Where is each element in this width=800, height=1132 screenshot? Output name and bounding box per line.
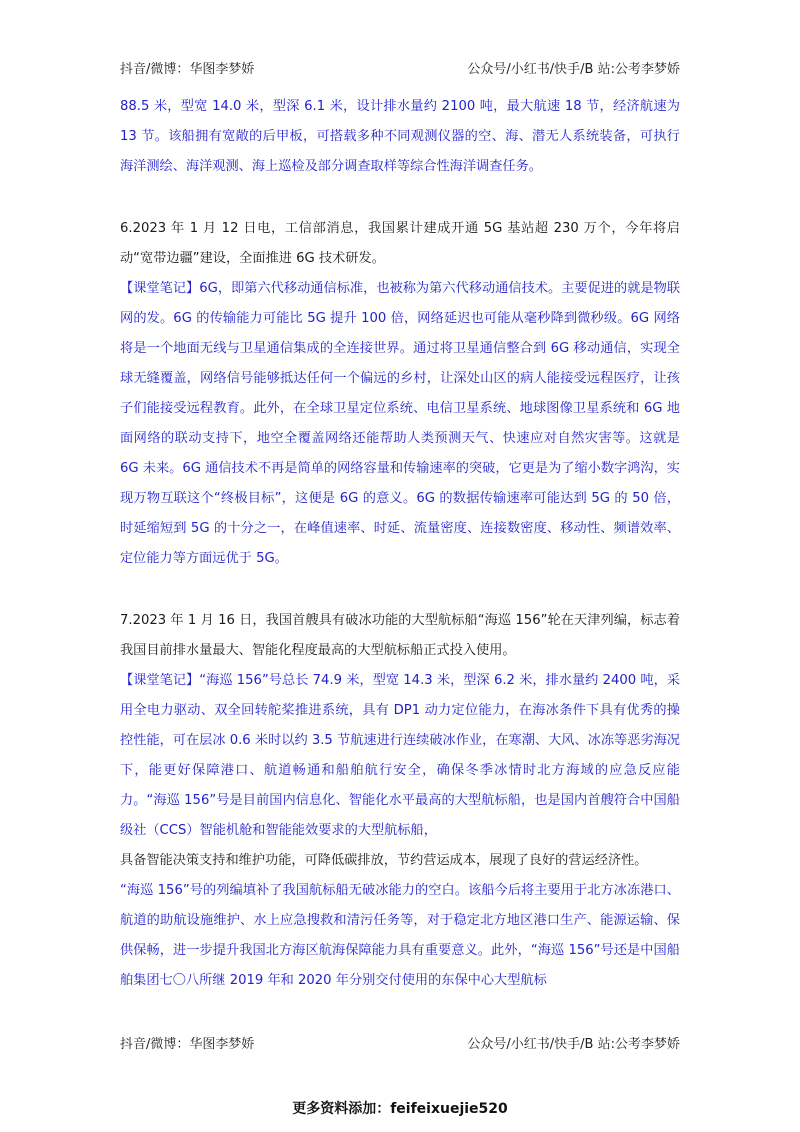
intro-paragraph: 88.5 米，型宽 14.0 米，型深 6.1 米，设计排水量约 2100 吨，最大航速 18 节，经济航速为 13 节。该船拥有宽敞的后甲板，可搭载多种不同观测仪器的空、海、潜无人系统装备，可执行海洋测绘、海洋观测、海上巡检及部分调查取样等综合性海洋调查任务。	[120, 99, 680, 174]
footer-right-text: 公众号/小红书/快手/B 站:公考李梦娇	[467, 1037, 680, 1052]
page-footer	[120, 1033, 680, 1052]
item-7-paragraph: 7.2023 年 1 月 16 日，我国首艘具有破冰功能的大型航标船“海巡 156”轮在天津列编，标志着我国目前排水量最大、智能化程度最高的大型航标船正式投入使用。	[120, 613, 680, 658]
page-header	[120, 58, 680, 77]
note-7-paragraph-c: “海巡 156”号的列编填补了我国航标船无破冰能力的空白。该船今后将主要用于北方冰冻港口、航道的助航设施维护、水上应急搜救和清污任务等，对于稳定北方地区港口生产、能源运输、保供保畅，进一步提升我国北方海区航海保障能力具有重要意义。此外，“海巡 156”号还是中国船舶集团七〇八所继 2019 年和 2020 年分别交付使用的东保中心大型航标	[120, 883, 680, 988]
footer-left-text: 抖音/微博：华图李梦娇	[120, 1037, 255, 1052]
spacer	[120, 574, 680, 606]
note-7-text-a: “海巡 156”号总长 74.9 米，型宽 14.3 米，型深 6.2 米，排水量约 2400 吨，采用全电力驱动、双全回转舵桨推进系统，具有 DP1 动力定位能力，在海冰条件下具有优秀的操控性能，可在层冰 0.6 米时以约 3.5 节航速进行连续破冰作业，在寒潮、大风、冰冻等恶劣海况下，能更好保障港口、航道畅通和船舶航行安全，确保冬季冰情时北方海域的应急反应能力。“海巡 156”号是目前国内信息化、智能化水平最高的大型航标船，也是国内首艘符合中国船级社（CCS）智能机舱和智能能效要求的大型航标船，	[120, 673, 681, 838]
spacer	[120, 182, 680, 214]
note-6-label: 【课堂笔记】	[120, 281, 200, 296]
header-left-text: 抖音/微博：华图李梦娇	[120, 62, 255, 77]
note-6-text: 6G，即第六代移动通信标准，也被称为第六代移动通信技术。主要促进的就是物联网的发。6G 的传输能力可能比 5G 提升 100 倍，网络延迟也可能从毫秒降到微秒级。6G 网络将是一个地面无线与卫星通信集成的全连接世界。通过将卫星通信整合到 6G 移动通信，实现全球无缝覆盖，网络信号能够抵达任何一个偏远的乡村，让深处山区的病人能接受远程医疗，让孩子们能接受远程教育。此外，在全球卫星定位系统、电信卫星系统、地球图像卫星系统和 6G 地面网络的联动支持下，地空全覆盖网络还能帮助人类预测天气、快速应对自然灾害等。这就是 6G 未来。6G 通信技术不再是简单的网络容量和传输速率的突破，它更是为了缩小数字鸿沟，实现万物互联这个“终极目标”，这便是 6G 的意义。6G 的数据传输速率可能达到 5G 的 50 倍，时延缩短到 5G 的十分之一，在峰值速率、时延、流量密度、连接数密度、移动性、频谱效率、定位能力等方面远优于 5G。	[120, 281, 681, 566]
header-right-text: 公众号/小红书/快手/B 站:公考李梦娇	[467, 62, 680, 77]
item-6-paragraph: 6.2023 年 1 月 12 日电，工信部消息，我国累计建成开通 5G 基站超 230 万个，今年将启动“宽带边疆”建设，全面推进 6G 技术研发。	[120, 221, 680, 266]
bottom-note: 更多资料添加：feifeixuejie520	[292, 1101, 508, 1117]
document-body	[120, 92, 680, 996]
note-7-paragraph-b: 具备智能决策支持和维护功能，可降低碳排放，节约营运成本，展现了良好的营运经济性。	[120, 853, 648, 868]
note-6-paragraph	[120, 274, 680, 574]
note-7-paragraph	[120, 666, 680, 846]
note-7-label: 【课堂笔记】	[120, 673, 200, 688]
